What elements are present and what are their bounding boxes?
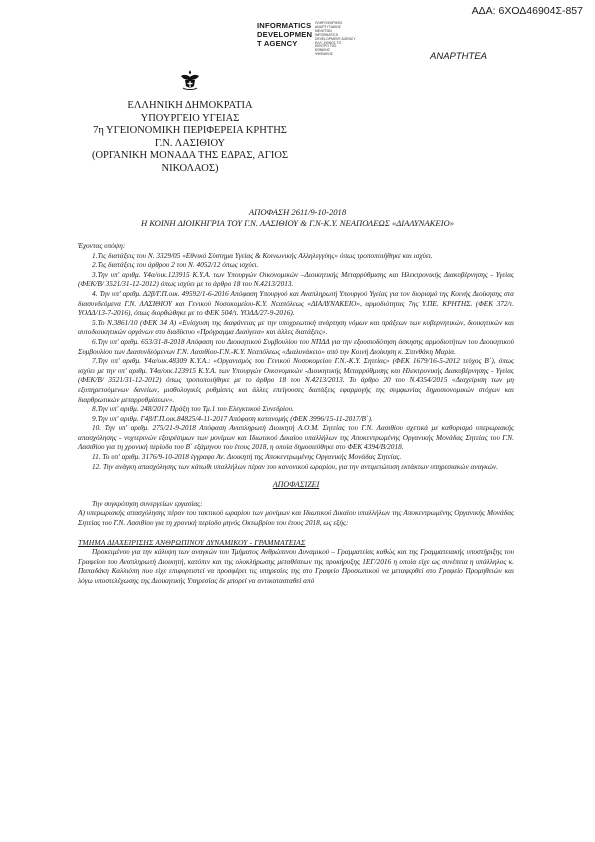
list-item: 7.Την υπ' αριθμ. Υ4α/οικ.48309 Κ.Υ.Α.: «Οργανισμός του Γενικού Νοσοκομείου Γ.Ν.-Κ.Υ. Σητείας» (ΦΕΚ 1679/16-5-2012 τεύχος Β΄), όπως ισχύει με την υπ' αριθμ. Υ4α/οικ.123915 Κ.Υ.Α. των Υπουργών Οικονομικών -Διοικητικής Μεταρρύθμισης και Ηλεκτρονικής Διακυβέρνησης - Υγείας (ΦΕΚ/Β/ 3521/31-12-2012) όπως τροποποιήθηκε με το άρθρο 18 του Ν.4213/2013. Το άρθρο 20 του Ν.4354/2015 «Διαχείριση των μη εξυπηρετούμενων δανείων, μισθολογικές ρυθμίσεις και άλλες επείγουσες διατάξεις εφαρμογής της συμφωνίας δημοσιονομικών στόχων και διαρθρωτικών μεταρρυθμίσεων». — [78, 356, 514, 404]
paragraph-a: Α) υπερωριακής απασχόλησης πέραν του τακτικού ωραρίου των μονίμων και Ιδιωτικού Δικαίου υπαλλήλων της Αποκεντρωμένης Οργανικής Μονάδας Σητείας του Γ.Ν. Λασιθίου για τη χρονική περίοδο μηνός Οκτωβρίου του έτους 2018, ως εξής: — [78, 508, 514, 528]
header-line-hospital: Γ.Ν. ΛΑΣΙΘΙΟΥ — [154, 137, 226, 149]
logo-small-text: ΠΛΗΡΟΦΟΡΙΚΗΣ ΑΝΑΠΤΥΞΙΑΚΗΣ ΜΕΛΕΤΩΝ INFORMATICS DEVELOPMENT AGENCY ΕΛΛ. ΕΘΝΟΣ ΤΟ ΚΕΝΤΡΟ ΤΗΣ ΕΘΝΙΚΗΣ ΨΗΦΙΑΚΗΣ — [315, 21, 356, 57]
list-item: 12. Την ανάγκη απασχόλησης των κάτωθι υπαλλήλων πέραν του κανονικού ωραρίου, για την αντιμετώπιση εκτάκτων υπηρεσιακών αναγκών. — [92, 461, 498, 471]
intro-line: Έχοντας υπόψη: — [78, 241, 126, 250]
decision-number: ΑΠΟΦΑΣΗ 2611/9-10-2018 — [248, 207, 347, 217]
list-item: 3.Την υπ' αριθμ. Υ4α/οικ.123915 Κ.Υ.Α. των Υπουργών Οικονομικών –Διοικητικής Μεταρρύθμισης και Ηλεκτρονικής Διακυβέρνησης - Υγείας (ΦΕΚ/Β/ 3521/31-12-2012) όπως ισχύει με το άρθρο 18 του Ν.4213/2013. — [78, 269, 514, 289]
list-item: 10. Την υπ' αριθμ. 275/21-9-2018 Απόφαση Αναπληρωτή Διοικητή Α.Ο.Μ. Σητείας του Γ.Ν. Λασιθίου σχετικά με καθορισμό υπερωριακής απασχόλησης - νυχτερινών εξαιρέσιμων των μονίμων και Ιδιωτικού Δικαίου υπαλλήλων της Αποκεντρωμένης Οργανικής Μονάδας Σητείας του Γ.Ν. Λασιθίου για τη χρονική περίοδο του Β΄ εξάμηνου του έτους 2018, η οποία δημοσιεύθηκε στο ΦΕΚ 4394/Β/2018. — [78, 423, 514, 452]
list-item: 1.Τις διατάξεις του Ν. 3329/05 «Εθνικό Σύστημα Υγείας & Κοινωνικής Αλληλεγγύης» όπως τροποποιήθηκε και ισχύει. — [92, 250, 433, 260]
posting-label: ΑΝΑΡΤΗΤΕΑ — [430, 51, 488, 62]
logo-words: INFORMATICS DEVELOPMEN T AGENCY — [257, 21, 313, 48]
list-item: 4. Την υπ' αριθμ. Δ2β/Γ.Π.οικ. 49592/1-6-2016 Απόφαση Υπουργού και Αναπληρωτή Υπουργού Υγείας για τον διορισμό της Κοινής Διοίκησης στα διασυνδεόμενα Γ.Ν. ΛΑΣΙΘΙΟΥ και Γενικού Νοσοκομείου-Κ.Υ. Νεαπόλεως «ΔΙΑΛΥΝΑΚΕΙΟ», αρμοδιότητας 7ης Υ.ΠΕ. ΚΡΗΤΗΣ. (ΦΕΚ 372/τ. ΥΟΔΔ/13-7-2016), όπως διορθώθηκε με το ΦΕΚ 504/τ. ΥΟΔΔ/27-9-2016). — [78, 288, 514, 318]
informatics-agency-logo — [257, 21, 367, 59]
department-title: ΤΜΗΜΑ ΔΙΑΧΕΙΡΙΣΗΣ ΑΝΘΡΩΠΙΝΟΥ ΔΥΝΑΜΙΚΟΥ - ΓΡΑΜΜΑΤΕΙΑΣ — [78, 537, 306, 547]
ada-number: ΑΔΑ: 6ΧΟΔ46904Σ-857 — [471, 5, 583, 17]
list-item: 5.Το Ν.3861/10 (ΦΕΚ 34 Α) «Ενίσχυση της διαφάνειας με την υποχρεωτική ανάρτηση νόμων και πράξεων των κυβερνητικών, διοικητικών και αυτοδιοικητικών οργάνων στο διαδίκτυο «Πρόγραμμα Διαύγεια» και άλλες διατάξεις». — [78, 317, 514, 337]
list-item: 8.Την υπ' αριθμ. 248/2017 Πράξη του Τμ.1 του Ελεγκτικού Συνεδρίου. — [92, 404, 294, 414]
formation-line: Την συγκρότηση συνεργείων εργασίας: — [92, 498, 203, 508]
header-line-ministry: ΥΠΟΥΡΓΕΙΟ ΥΓΕΙΑΣ — [140, 112, 240, 124]
greek-emblem-icon — [178, 68, 202, 92]
list-item: 9.Την υπ' αριθμ. Γ4β/Γ.Π.οικ.84825/4-11-2017 Απόφαση κατανομής (ΦΕΚ 3996/15-11-2017/Β΄). — [92, 413, 373, 423]
list-item: 6.Την υπ' αριθμ. 653/31-8-2018 Απόφαση του Διοικητικού Συμβουλίου του ΝΠΔΔ για την εξουσιοδότηση άσκησης αρμοδιοτήτων του Διοικητικού Συμβουλίου των Διασυνδεόμενων Γ.Ν. Λασιθίου-Γ.Ν.-Κ.Υ. Νεαπόλεως «Διαλυνάκειο» από την Κοινή Διοίκηση κ. Σπινθάκη Μαρία. — [78, 336, 514, 356]
header-line-region: 7η ΥΓΕΙΟΝΟΜΙΚΗ ΠΕΡΙΦΕΡΕΙΑ ΚΡΗΤΗΣ — [93, 125, 287, 137]
header-line-unit: (ΟΡΓΑΝΙΚΗ ΜΟΝΑΔΑ ΤΗΣ ΕΔΡΑΣ, ΑΓΙΟΣ — [91, 150, 289, 162]
list-item: 2.Τις διατάξεις του άρθρου 2 του Ν. 4052/12 όπως ισχύει. — [92, 260, 259, 270]
decision-subtitle: Η ΚΟΙΝΗ ΔΙΟΙΚΗΓΡΙΑ ΤΟΥ Γ.Ν. ΛΑΣΙΘΙΟΥ & Γ.Ν-Κ.Υ. ΝΕΑΠΟΛΕΩΣ «ΔΙΑΛΥΝΑΚΕΙΟ» — [141, 218, 454, 228]
header-line-unit-cont: ΝΙΚΟΛΑΟΣ) — [161, 162, 219, 174]
final-paragraph: Προκειμένου για την κάλυψη των αναγκών του Τμήματος Ανθρώπινου Δυναμικού – Γραμματείας καθώς και της Γραμματειακής υποστήριξης του Γραφείου του Αναπληρωτή Διοικητή, κατόπιν και της ολοκλήρωσης μεταθέσεων της προκήρυξης 1ΕΓ/2016 η οποία είχε ως συνέπεια η υπάλληλος κ. Παπαδάκη Καλλιόπη που είχε επιφορτιστεί να προσφέρει τις υπηρεσίες της στο Γραφείο Προσωπικού να μεταφερθεί στο Γραφείο Προμηθειών και λόγω υποστελέχωσης της Διοικητικής Υπηρεσίας δε μπορεί να αντικατασταθεί από — [78, 547, 514, 585]
issuer-header — [60, 100, 320, 176]
document-body — [78, 241, 514, 586]
header-line-republic: ΕΛΛΗΝΙΚΗ ΔΗΜΟΚΡΑΤΙΑ — [127, 100, 253, 111]
list-item: 11. Το υπ' αριθμ. 3176/9-10-2018 έγγραφο Αν. Διοικητή της Αποκεντρωμένης Οργανικής Μονάδας Σητείας. — [92, 452, 402, 462]
decision-heading — [60, 207, 535, 229]
decides-heading: ΑΠΟΦΑΣΙΖΕΙ — [272, 480, 320, 490]
